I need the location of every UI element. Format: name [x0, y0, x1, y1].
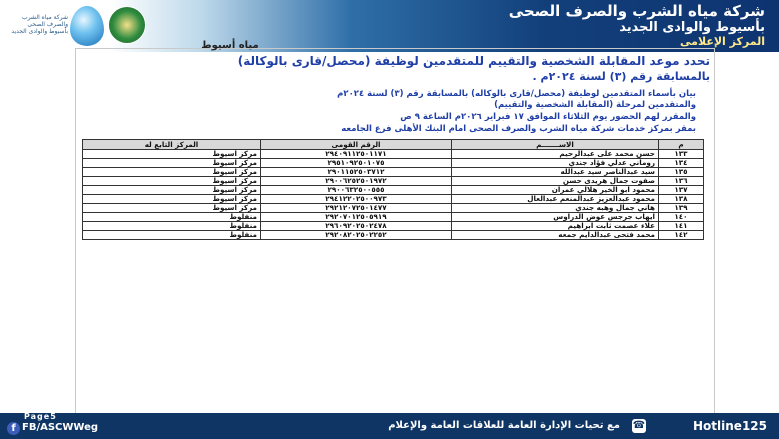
notice-line-2: والمتقدمين لمرحلة (المقابلة الشخصية والتقييم) — [494, 100, 696, 110]
water-drop-logo-icon — [70, 6, 104, 46]
row-national-id: ٢٩٠٠٦٢٥٢٥٠١٩٧٢ — [261, 177, 452, 186]
row-name: محمود ابو الخير هلالي عمران — [452, 186, 659, 195]
company-seal-logo-icon — [108, 6, 146, 44]
row-index: ١٤٠ — [659, 213, 704, 222]
row-national-id: ٢٩٤١٢٢٠٢٥٠٠٩٧٣ — [261, 195, 452, 204]
row-national-id: ٢٩٠٠٦٣٢٥٠٠٥٥٥ — [261, 186, 452, 195]
table-row — [83, 213, 704, 222]
notice-line-4: بمقر بمركز خدمات شركة مياه الشرب والصرف الصحى امام البنك الأهلى فرع الجامعه — [341, 124, 696, 134]
row-center: مركز اسيوط — [83, 159, 261, 168]
row-index: ١٣٣ — [659, 150, 704, 159]
row-national-id: ٢٩٠١١٥٢٥٠٣٧١٢ — [261, 168, 452, 177]
row-index: ١٣٥ — [659, 168, 704, 177]
row-name: ايهاب جرجس عوض الدراوس — [452, 213, 659, 222]
row-name: علاء عصمت ثابت ابراهيم — [452, 222, 659, 231]
row-national-id: ٢٩٥١٠٩٢٥٠١٠٧٥ — [261, 159, 452, 168]
document-border-right — [714, 48, 715, 413]
logo-group — [6, 4, 146, 48]
header-national-id: الرقم القومى — [261, 140, 452, 150]
row-national-id: ٢٩٤٠٩١١٢٥٠١١٧١ — [261, 150, 452, 159]
row-name: هاني جمال وهبه جندي — [452, 204, 659, 213]
document-title: تحدد موعد المقابلة الشخصية والتقييم للمتقدمين لوظيفة (محصل/قارى بالوكالة) — [237, 54, 710, 68]
row-name: صفوت جمال هريدى حسن — [452, 177, 659, 186]
hotline-number[interactable]: Hotline125 — [693, 419, 767, 433]
facebook-icon[interactable]: f — [7, 422, 20, 435]
row-center: مركز اسيوط — [83, 150, 261, 159]
table-row — [83, 150, 704, 159]
row-index: ١٣٩ — [659, 204, 704, 213]
row-national-id: ٢٩٦٠٩٢٠٢٥٠٢٤٧٨ — [261, 222, 452, 231]
row-center: مركز اسيوط — [83, 186, 261, 195]
table-row — [83, 222, 704, 231]
document-subtitle: بالمسابقة رقم (٣) لسنة ٢٠٢٤م . — [532, 70, 710, 83]
footer-slogan: مع تحيات الإدارة العامة للعلاقات العامة والإعلام — [388, 420, 620, 431]
header-name: الاســـــــم — [452, 140, 659, 150]
phone-icon: ☎ — [632, 420, 646, 431]
table-row — [83, 204, 704, 213]
notice-line-1: بيان بأسماء المتقدمين لوظيفة (محصل/قارى بالوكاله) بالمسابقة رقم (٣) لسنة ٢٠٢٤م — [337, 89, 696, 99]
row-center: مركز اسيوط — [83, 204, 261, 213]
row-index: ١٤٢ — [659, 231, 704, 240]
row-index: ١٣٤ — [659, 159, 704, 168]
row-index: ١٣٧ — [659, 186, 704, 195]
company-subtitle: بأسيوط والوادى الجديد — [619, 20, 765, 35]
header-banner — [0, 0, 779, 52]
document-city: مياه أسيوط — [201, 40, 259, 51]
row-index: ١٣٨ — [659, 195, 704, 204]
table-header-row — [83, 140, 704, 150]
row-name: محمود عبدالعزيز عبدالمنعم عبدالعال — [452, 195, 659, 204]
table-row — [83, 177, 704, 186]
table-row — [83, 231, 704, 240]
row-national-id: ٢٩٢٠٨٢٠٢٥٠٢٢٥٢ — [261, 231, 452, 240]
row-center: مركز اسيوط — [83, 168, 261, 177]
notice-line-3: والمقرر لهم الحضور يوم الثلاثاء الموافق ١٧ فبراير ٢٠٢٦م الساعة ٩ ص — [400, 112, 696, 122]
header-index: م — [659, 140, 704, 150]
table-row — [83, 186, 704, 195]
row-index: ١٣٦ — [659, 177, 704, 186]
row-name: محمد فتحى عبدالدايم جمعه — [452, 231, 659, 240]
row-name: روماني عدلي فؤاد جندي — [452, 159, 659, 168]
department-name: المركز الإعلامى — [680, 35, 765, 48]
document-border-left — [75, 48, 76, 413]
row-name: حسن محمد على عبدالرحيم — [452, 150, 659, 159]
table-row — [83, 168, 704, 177]
page-number: Page5 — [24, 412, 57, 421]
table-row — [83, 195, 704, 204]
row-name: سيد عبدالناصر سيد عبدالله — [452, 168, 659, 177]
company-name: شركة مياه الشرب والصرف الصحى — [508, 2, 765, 20]
row-national-id: ٢٩٢٠٧٠١٢٥٠٥٩١٩ — [261, 213, 452, 222]
row-national-id: ٢٩٢١٢٠٧٢٥٠١٤٧٧ — [261, 204, 452, 213]
table-row — [83, 159, 704, 168]
row-center: مركز اسيوط — [83, 195, 261, 204]
row-center: مركز اسيوط — [83, 177, 261, 186]
row-center: منفلوط — [83, 222, 261, 231]
row-center: منفلوط — [83, 213, 261, 222]
row-index: ١٤١ — [659, 222, 704, 231]
header-center: المركز التابع له — [83, 140, 261, 150]
facebook-handle-link[interactable]: FB/ASCWWeg — [22, 422, 99, 433]
logo-caption: شركة مياه الشرب والصرف الصحى بأسيوط والوادى الجديد — [11, 14, 68, 35]
candidates-table — [82, 139, 704, 240]
row-center: منفلوط — [83, 231, 261, 240]
